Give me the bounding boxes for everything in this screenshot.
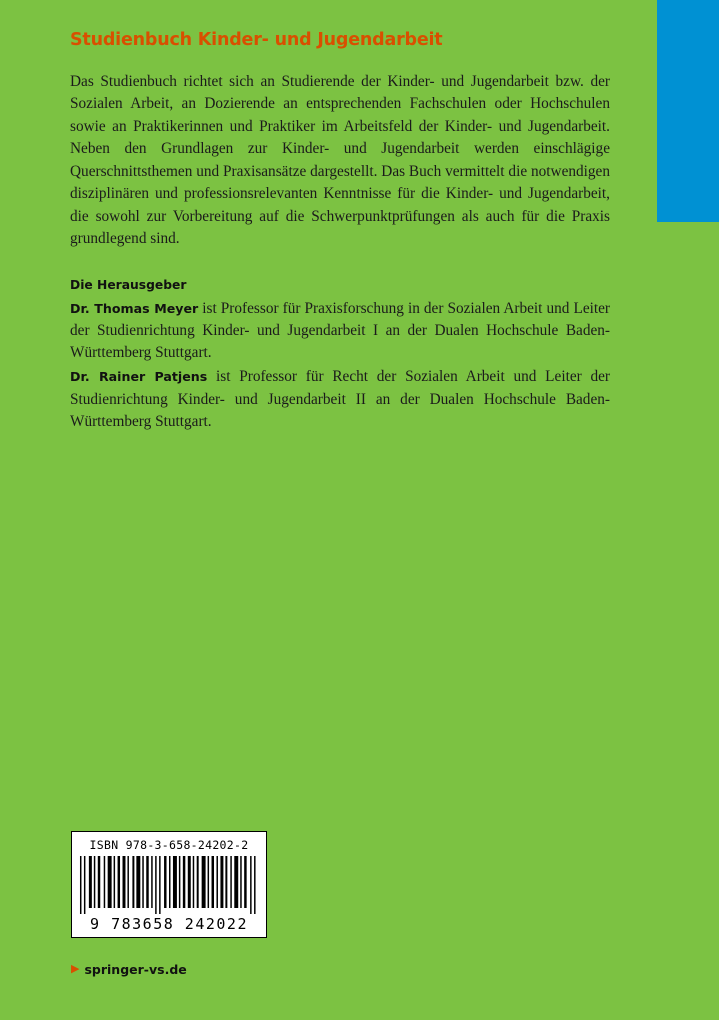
blue-accent-block	[657, 0, 719, 222]
isbn-label: ISBN 978-3-658-24202-2	[89, 838, 249, 852]
cover-text-block	[70, 30, 610, 435]
publisher-url: springer-vs.de	[84, 962, 187, 977]
ean-digits: 9 783658 242022	[90, 915, 248, 933]
editors-heading: Die Herausgeber	[70, 277, 187, 292]
editor-name: Dr. Thomas Meyer	[70, 300, 199, 316]
barcode	[71, 831, 267, 938]
page-title: Studienbuch Kinder- und Jugendarbeit	[70, 30, 443, 50]
blurb-paragraph: Das Studienbuch richtet sich an Studierende der Kinder- und Jugendarbeit bzw. der Sozialen Arbeit, an Dozierende an entsprechenden Fachschulen oder Hochschulen sowie an Praktikerinnen und Praktiker im Arbeitsfeld der Kinder- und Jugendarbeit. Neben den Grundlagen zur Kinder- und Jugendarbeit werden einschlägige Querschnittsthemen und Praxisansätze dargestellt. Das Buch vermittelt die notwendigen disziplinären und professionsrelevanten Kenntnisse für die Kinder- und Jugendarbeit, die sowohl zur Vorbereitung auf die Schwerpunktprüfungen als auch für die Praxis grundlegend sind.	[70, 73, 610, 248]
publisher-imprint	[71, 962, 187, 977]
editor-name: Dr. Rainer Patjens	[70, 369, 208, 385]
barcode-bars-icon	[78, 856, 260, 914]
editor-entry	[70, 298, 610, 365]
editor-bio: ist Professor für Praxisforschung in der Sozialen Arbeit und Leiter der Studienrichtung Kinder- und Jugendarbeit I an der Dualen Hochschule Baden-Württemberg Stuttgart.	[70, 299, 610, 362]
play-triangle-icon: ▶	[71, 963, 80, 975]
editor-entry	[70, 366, 610, 433]
editor-bio: ist Professor für Recht der Sozialen Arbeit und Leiter der Studienrichtung Kinder- und Jugendarbeit II an der Dualen Hochschule Baden-Württemberg Stuttgart.	[70, 368, 610, 430]
